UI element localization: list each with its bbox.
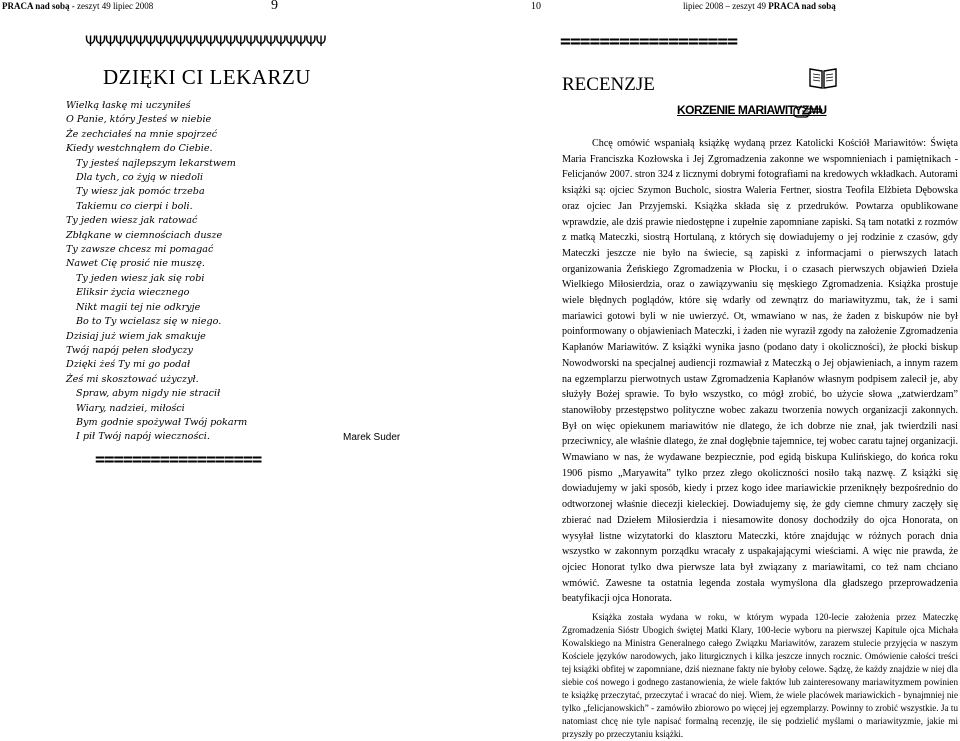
poem-line: Dla tych, co żyją w niedoli <box>76 172 204 184</box>
poem-line: Nawet Cię prosić nie muszę. <box>66 258 205 270</box>
poem-author: Marek Suder <box>343 432 401 443</box>
header-right <box>683 1 836 11</box>
article-subheading: KORZENIE MARIAWITYZMU <box>677 103 827 117</box>
poem-line: Kiedy westchnąłem do Ciebie. <box>66 143 213 155</box>
issue-info-left: - zeszyt 49 lipiec 2008 <box>69 1 154 11</box>
poem-line: Wiary, nadziei, miłości <box>76 402 185 414</box>
poem-line: Wielką łaskę mi uczyniłeś <box>66 100 191 111</box>
article-paragraph: Chcę omówić wspaniałą książkę wydaną przez Katolicki Kościół Mariawitów: Święta Maria Franciszka Kozłowska i Jej Zgromadzenia zakonne we wspomnieniach i pamiętnikach - Felicjanów 2007. stron 324 z licznymi dobrymi fotografiami na kredowych wkładkach. Autorami książki są: ojciec Szymon Bucholc, siostra Waleria Fertner, siostra Teofila Elżbieta Dębowska oraz ojciec Jan Przyjemski. Książka składa się z przedruków. Powtarza opublikowane wprawdzie, ale dziś prawie niedostępne i zupełnie zapomniane zapiski. Są tam notatki z rozmów z matką Mateczki, siostrą Hortulaną, z których się dowiadujemy o jej rodzinie z czasów, gdy Mateczki jeszcze nie było na świecie, są zapiski z informacjami o pierwszych latach organizowania Żeńskiego Zgromadzenia w Płocku, i o czasach pierwszych objawień Dzieła Wielkiego Miłosierdzia, oraz o zawiązywaniu się męskiego Zgromadzenia. Książka prostuje wiele błędnych poglądów, które się wdarły od zewnątrz do mariawityzmu, tak, że i sami mariawici gotowi byli w nie uwierzyć. Ot, wmawiano w nas, że żaden z biskupów nie był poinformowany o objawieniach Mateczki, i żaden nie wyraził zgody na założenie Zgromadzenia Kapłanów Mariawitów. Z książki wynika jasno (podano daty i okoliczności), że płocki biskup Nowodworski na specjalnej audiencji rozmawiał z Mateczką o Jej objawieniach, a innym razem na egzemplarzu pierwotnych ustaw Zgromadzenia Kapłanów własnym podpisem zalecił je, aby służyły Bożej sprawie. To było wszystko, co mógł zrobić, bo użycie słowa „zatwierdzam” stanowiłoby przestępstwo polityczne wobec zakazu tworzenia nowych organizacji zakonnych. Był on więc opiekunem mariawitów nie dlatego, że ich dobrze nie znał, jak twierdzili nasi przeciwnicy, ale właśnie dlatego, że znał dogłębnie tajemnice, tej wobec caratu tajnej organizacji. Wmawiano w nas, że wydawane bezpiecznie, pod egidą biskupa Kulińskiego, do końca roku 1906 pismo „Maryawita” tylko przez złego okoliczności nosiło taką nazwę. Z książki się dowiadujemy w jaki sposób, kiedy i przez kogo idee mariawickie przeniknęły bezpośrednio do odtworzonej właśnie diecezji kieleckiej. Dowiadujemy się, że gdy ciemne chmury zaczęły się zbierać nad Dziełem Miłosierdzia i niesamowite donosy dochodziły do ojca Honorata, on wysyłał listne wizytatorki do klasztoru Mateczki, które znajdując w różnych porach dnia wszystko w zakonnym porządku wracały z uspakajającymi wieściami. A więc nie prawda, że ojciec Honorat tylko dwa pierwsze lata był związany z mariawitami, co też nam chciano wmówić. Zawesne ta ostatnia legenda została wymyślona dla gładszego przeprowadzenia beatyfikacji ojca Honorata. <box>562 138 958 605</box>
psi-ornament-row: ΨΨΨΨΨΨΨΨΨΨΨΨΨΨΨΨΨΨΨΨΨΨΨΨ <box>85 34 326 50</box>
poem <box>66 99 346 445</box>
poem-line: Takiemu co cierpi i boli. <box>76 200 193 212</box>
poem-line: Żeś mi skosztować użyczył. <box>66 373 199 385</box>
poem-line: O Panie, który Jesteś w niebie <box>66 114 212 126</box>
section-title: RECENZJE <box>562 74 655 95</box>
poem-line: Twój napój pełen słodyczy <box>66 344 193 356</box>
page-number-right: 10 <box>531 1 541 12</box>
poem-line: I pił Twój napój wieczności. <box>76 431 210 443</box>
poem-line: Ty jesteś najlepszym lekarstwem <box>76 157 236 169</box>
poem-line: Że zechciałeś na mnie spojrzeć <box>66 128 218 140</box>
review-article <box>562 136 958 741</box>
page-number-left: 9 <box>271 0 278 13</box>
poem-line: Ty jeden wiesz jak ratować <box>66 215 198 227</box>
poem-line: Dzisiaj już wiem jak smakuje <box>66 330 206 342</box>
header-left <box>2 1 153 11</box>
double-bar-divider-bottom: ================== <box>95 450 262 470</box>
double-bar-divider-top: ================== <box>560 31 738 52</box>
poem-line: Eliksir życia wiecznego <box>76 287 190 299</box>
poem-line: Dzięki żeś Ty mi go podał <box>66 359 191 371</box>
poem-line: Spraw, abym nigdy nie stracił <box>76 388 221 400</box>
pointing-hand-icon <box>793 101 823 119</box>
poem-line: Zbłąkane w ciemnościach dusze <box>66 229 223 241</box>
poem-line: Bo to Ty wcielasz się w niego. <box>76 316 222 328</box>
magazine-title-left: PRACA nad sobą <box>2 1 70 11</box>
poem-line: Ty jeden wiesz jak się robi <box>76 272 205 284</box>
poem-line: Bym godnie spożywał Twój pokarm <box>76 416 248 428</box>
issue-info-right: lipiec 2008 – zeszyt 49 <box>683 1 769 11</box>
poem-line: Nikt magii tej nie odkryje <box>76 301 201 313</box>
poem-title: DZIĘKI CI LEKARZU <box>103 65 311 89</box>
poem-line: Ty wiesz jak pomóc trzeba <box>76 186 205 198</box>
poem-line: Ty zawsze chcesz mi pomagać <box>66 244 214 256</box>
open-book-icon <box>808 66 838 90</box>
magazine-title-right: PRACA nad sobą <box>768 1 836 11</box>
article-paragraph: Książka została wydana w roku, w którym wypada 120-lecie założenia przez Mateczkę Zgromadzenia Sióstr Ubogich świętej Matki Klary, 100-lecie wyboru na pierwszej Kapitule ojca Michała Kowalskiego na Ministra Generalnego całego Związku Mariawitów, zarazem stulecie przyjęcia w naszym Kościele języków narodowych, jako liturgicznych i kilka jeszcze innych rocznic. Omówienie całości treści tej książki obfitej w zapomniane, dziś nieznane fakty nie byłoby celowe. Sądzę, że każdy znajdzie w niej dla siebie coś nowego i godnego zastanowienia, że wiele faktów lub zainteresowany mariawityzmem powinien te książkę przeczytać, przeczytać i wracać do niej. Wiem, że wiele placówek mariawickich - bynajmniej nie tylko „felicjanowskich” - zamówiło zbiorowo po więcej jej egzemplarzy. Powinny to zrobić wszystkie. Ja tu natomiast chcę nie tyle napisać formalną recenzję, ile się podzielić myślami o mariawityzmie, jakie mi przyszły po przeczytaniu książki. <box>562 612 958 740</box>
